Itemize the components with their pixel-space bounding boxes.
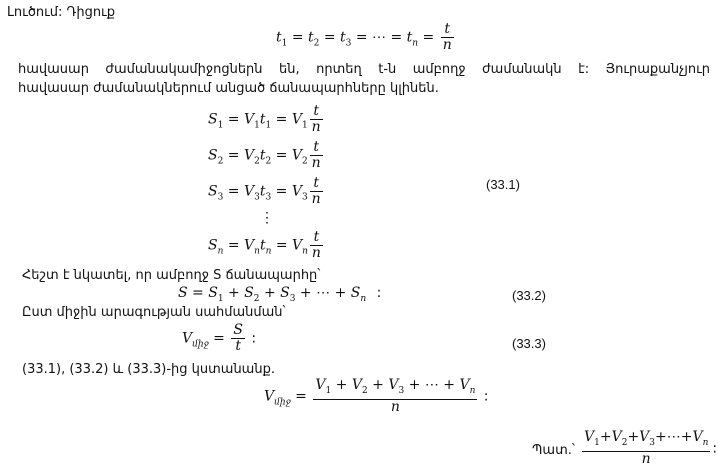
equation-total-path: $S = S_1 + S_2 + S_3$ + ⋯ + $S_n$ :	[178, 285, 382, 304]
equation-number-33-3: (33.3)	[512, 336, 546, 351]
equation-average-velocity: $V_{միջ}$ = $\frac{S}{t}$ :	[182, 322, 257, 354]
equation-s2: $S_2 = V_2t_2 = V_2$ $\frac{t}{n}$	[208, 139, 321, 171]
text-definition: Ըստ միջին արագության սահմանման՝	[22, 305, 286, 320]
equation-result: $V_{միջ}$ = $\frac{V_1 + V_2 + V_3 + \cdots + V_n}{n}$ :	[264, 377, 489, 415]
equation-s1: $S_1 = V_1t_1 = V_1$ $\frac{t}{n}$	[208, 103, 321, 135]
paragraph-intervals-line1: հավասար ժամանակամիջոցներն են, որտեղ t-ն ամբողջ ժամանակն է: Յուրաքանչյուր	[18, 62, 710, 77]
answer-formula: $\frac{V_1+V_2+V_3+\cdots+V_n}{n}$ :	[584, 429, 718, 467]
equation-number-33-2: (33.2)	[512, 288, 546, 303]
text-combine: (33.1), (33.2) և (33.3)-ից կստանանք.	[22, 362, 275, 377]
solution-heading: Լուծում: Դիցուք	[7, 5, 115, 20]
answer-label: Պատ.՝	[532, 443, 575, 458]
equation-equal-intervals: $t_1 = t_2 = t_3$ = ⋯ = $t_n$ = $\frac{t}{n}$	[276, 21, 452, 53]
equation-sn: $S_n = V_nt_n = V_n$ $\frac{t}{n}$	[208, 229, 321, 261]
vertical-ellipsis: ⋮	[260, 210, 274, 226]
equation-s3: $S_3 = V_3t_3 = V_3$ $\frac{t}{n}$	[208, 175, 321, 207]
equation-number-33-1: (33.1)	[486, 177, 520, 192]
paragraph-intervals-line2: հավասար ժամանակներում անցած ճանապարհները կլինեն.	[18, 81, 439, 96]
text-path-sum: Հեշտ է նկատել, որ ամբողջ S ճանապարհը՝	[22, 268, 321, 283]
